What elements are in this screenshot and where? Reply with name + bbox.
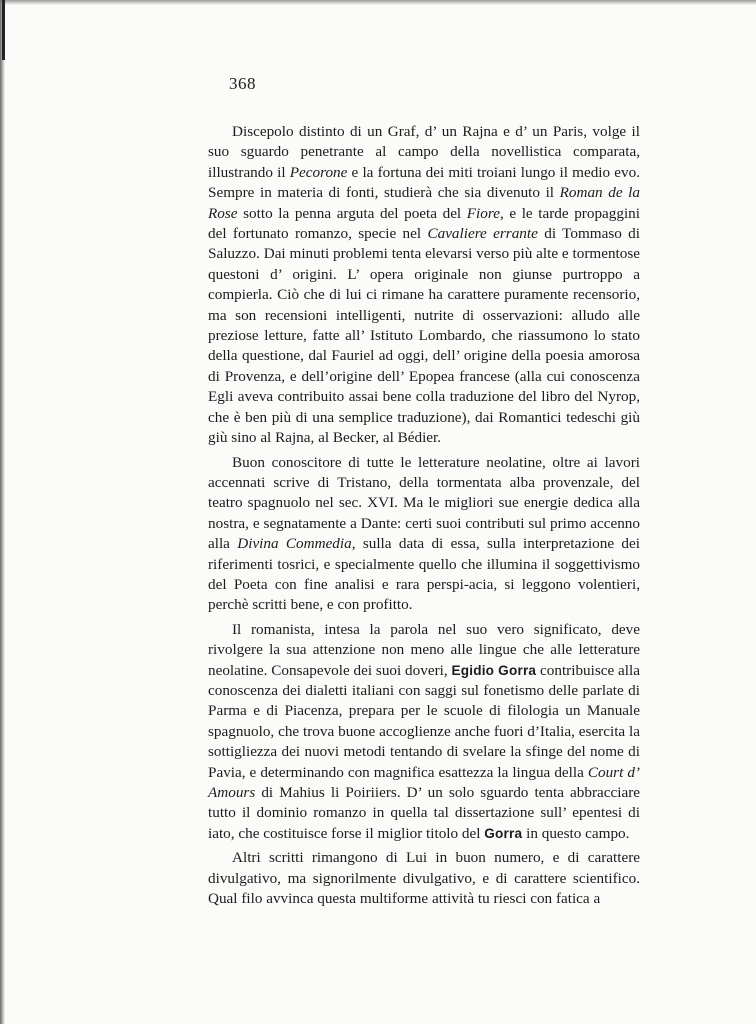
scan-binding-mark — [2, 0, 5, 60]
paragraph-text: in questo campo. — [522, 824, 630, 842]
italic-title: Roman de la Rose — [208, 184, 640, 222]
paragraph-text: di Mahius li Poiriiers. D’ un solo sguardo tenta abbracciare tutto il dominio romanzo in quella tal dissertazione sull’ epentesi di iato, che costituisce forse il miglior titolo del — [208, 784, 640, 842]
paragraph-text: , sulla data di essa, sulla interpretazione dei riferimenti tosrici, e specialmente quello che illumina il soggettivismo del Poeta con fine analisi e rara perspi-acia, si leggono volentieri, perchè scritti bene, e con profitto. — [208, 535, 640, 614]
italic-title: Fiore — [466, 204, 500, 222]
paragraph — [208, 122, 640, 449]
italic-title: Court d’ Amours — [208, 763, 640, 801]
bold-name: Egidio Gorra — [451, 662, 537, 678]
paragraph — [208, 620, 640, 844]
paragraph-text: , e le tarde propaggini del fortunato romanzo, specie nel — [208, 204, 641, 243]
paragraph-text: Discepolo distinto di un Graf, d’ un Rajna e d’ un Paris, volge il suo sguardo penetrante al campo della novellistica comparata, illustrando il — [208, 123, 640, 181]
italic-title: Pecorone — [289, 163, 348, 181]
paragraph — [208, 453, 640, 616]
paragraph-text: Il romanista, intesa la parola nel suo vero significato, deve rivolgere la sua attenzione non meno alle lingue che alle letterature neolatine. Consapevole dei suoi doveri, — [208, 620, 640, 679]
paragraph-text: di Tommaso di Saluzzo. Dai minuti problemi tenta elevarsi verso più alte e tormentose questoni d’ origini. L’ opera originale non giunse purtroppo a compierla. Ciò che di lui ci rimane ha carattere puramente recensorio, ma son recensioni intelligenti, nutrite di osservazioni: alludo alle preziose letture, fatte all’ Istituto Lombardo, che riassumono lo stato della questione, dal Fauriel ad oggi, dell’ origine della poesia amorosa di Provenza, e dell’origine dell’ Epopea francese (alla cui conoscenza Egli aveva contribuito assai bene colla traduzione del libro del Nyrop, che è ben più di una semplice traduzione), dai Romantici tedeschi giù giù sino al Rajna, al Becker, al Bédier. — [208, 225, 640, 447]
paragraph — [208, 848, 640, 909]
paragraph-text: Buon conoscitore di tutte le letterature neolatine, oltre ai lavori accennati scrive di Tristano, della tormentata alba provenzale, del teatro spagnuolo nel sec. XVI. Ma le migliori sue energie dedica alla nostra, e segnatamente a Dante: certi suoi contributi sul primo accenno alla — [208, 453, 640, 553]
paragraph-text: sotto la penna arguta del poeta del — [237, 204, 467, 222]
bold-name: Gorra — [484, 825, 523, 841]
italic-title: Cavaliere errante — [427, 225, 538, 243]
body-text — [208, 122, 640, 909]
paragraph-text: e la fortuna dei miti troiani lungo il medio evo. Sempre in materia di fonti, studierà che sia divenuto il — [208, 163, 641, 202]
scan-edge-top — [0, 0, 756, 5]
italic-title: Divina Commedia — [237, 535, 352, 553]
scan-edge-left — [0, 0, 5, 1024]
page-number: 368 — [229, 74, 256, 93]
paragraph-text: contribuisce alla conoscenza dei dialetti italiani con saggi sul fonetismo delle parlate di Parma e di Piacenza, prepara per le scuole di filologia un Manuale spagnuolo, che trova buone accoglienze anche fuori d’Italia, esercita la sottigliezza dei nuovi metodi tentando di svelare la sfinge del nome di Pavia, e determinando con magnifica esattezza la lingua della — [208, 661, 640, 781]
paragraph-text: Altri scritti rimangono di Lui in buon numero, e di carattere divulgativo, ma signorilmente divulgativo, e di carattere scientifico. Qual filo avvinca questa multiforme attività tu riesci con fatica a — [208, 849, 640, 908]
